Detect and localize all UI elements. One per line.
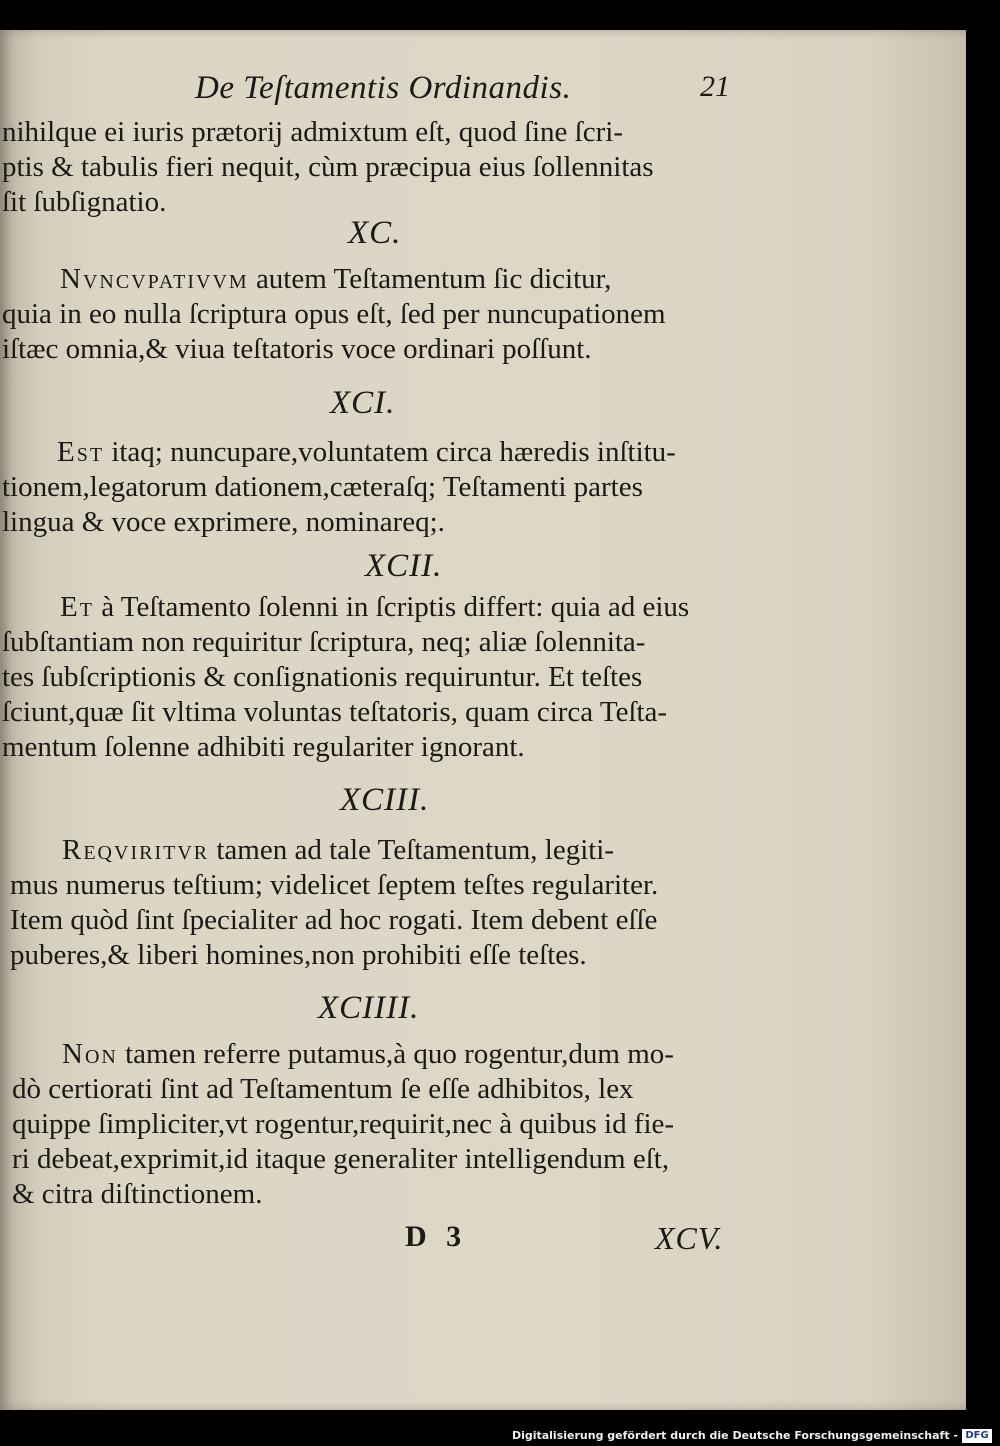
book-page [0,30,966,1410]
lead-word: Nvncvpativvm [60,263,249,295]
text-line: dò certiorati ſint ad Teſtamentum ſe eſſe adhibitos, lex [12,1073,634,1105]
paragraph-xci [0,435,740,540]
paragraph-intro [0,115,740,220]
text-line: Est itaq; nuncupare,voluntatem circa hæredis inſtitu- [57,436,676,468]
dfg-credit-bar [0,1427,1000,1446]
text-line: puberes,& liberi homines,non prohibiti eſſe teſtes. [10,939,587,971]
text-line: mus numerus teſtium; videlicet ſeptem teſtes regulariter. [10,869,659,901]
folio-number: 21 [700,70,730,103]
text-line: Non tamen referre putamus,à quo rogentur,dum mo- [62,1038,674,1070]
section-heading-xciiii: XCIIII. [318,990,420,1026]
text-line: iſtæc omnia,& viua teſtatoris voce ordinari poſſunt. [2,333,592,365]
text-line: ſciunt,quæ ſit vltima voluntas teſtatoris, quam circa Teſta- [2,696,668,728]
text-line: Et à Teſtamento ſolenni in ſcriptis differt: quia ad eius [60,591,690,623]
text-line: lingua & voce exprimere, nominareq;. [2,506,445,538]
running-title: De Teſtamentis Ordinandis. [195,70,572,106]
text-line: ſubſtantiam non requiritur ſcriptura, neq; aliæ ſolennita- [2,626,646,658]
lead-word: Non [62,1038,118,1070]
text-line: mentum ſolenne adhibiti regulariter ignorant. [2,731,525,763]
text-line: ſit ſubſignatio. [2,186,167,218]
section-heading-xcii: XCII. [365,548,443,584]
signature-mark: D 3 [405,1220,468,1253]
dfg-logo-icon: DFG [962,1429,992,1443]
text-line: quia in eo nulla ſcriptura opus eſt, ſed per nuncupationem [2,298,666,330]
section-heading-xci: XCI. [330,385,396,421]
text-line: ri debeat,exprimit,id itaque generaliter intelligendum eſt, [12,1143,670,1175]
lead-word: Reqviritvr [62,834,210,866]
text-line: tes ſubſcriptionis & conſignationis requiruntur. Et teſtes [2,661,643,693]
paragraph-xc [0,262,740,367]
catchword: XCV. [655,1220,724,1256]
lead-word: Est [57,436,105,468]
section-heading-xciii: XCIII. [340,782,430,818]
dfg-credit-text: Digitalisierung gefördert durch die Deutsche Forschungsgemeinschaft - [511,1429,958,1442]
paragraph-xciiii [0,1037,740,1212]
lead-word: Et [60,591,94,623]
text-line: Item quòd ſint ſpecialiter ad hoc rogati. Item debent eſſe [10,904,658,936]
text-line: tionem,legatorum dationem,cæteraſq; Teſtamenti partes [2,471,643,503]
paragraph-xcii [0,590,740,765]
running-head [0,70,966,110]
text-line: nihilque ei iuris prætorij admixtum eſt, quod ſine ſcri- [2,116,623,148]
text-line: Reqviritvr tamen ad tale Teſtamentum, legiti- [62,834,615,866]
text-line: & citra diſtinctionem. [12,1178,263,1210]
text-line: quippe ſimpliciter,vt rogentur,requirit,nec à quibus id fie- [12,1108,675,1140]
text-line: Nvncvpativvm autem Teſtamentum ſic dicitur, [60,263,612,295]
paragraph-xciii [0,833,740,973]
text-line: ptis & tabulis fieri nequit, cùm præcipua eius ſollennitas [2,151,654,183]
section-heading-xc: XC. [348,215,402,251]
